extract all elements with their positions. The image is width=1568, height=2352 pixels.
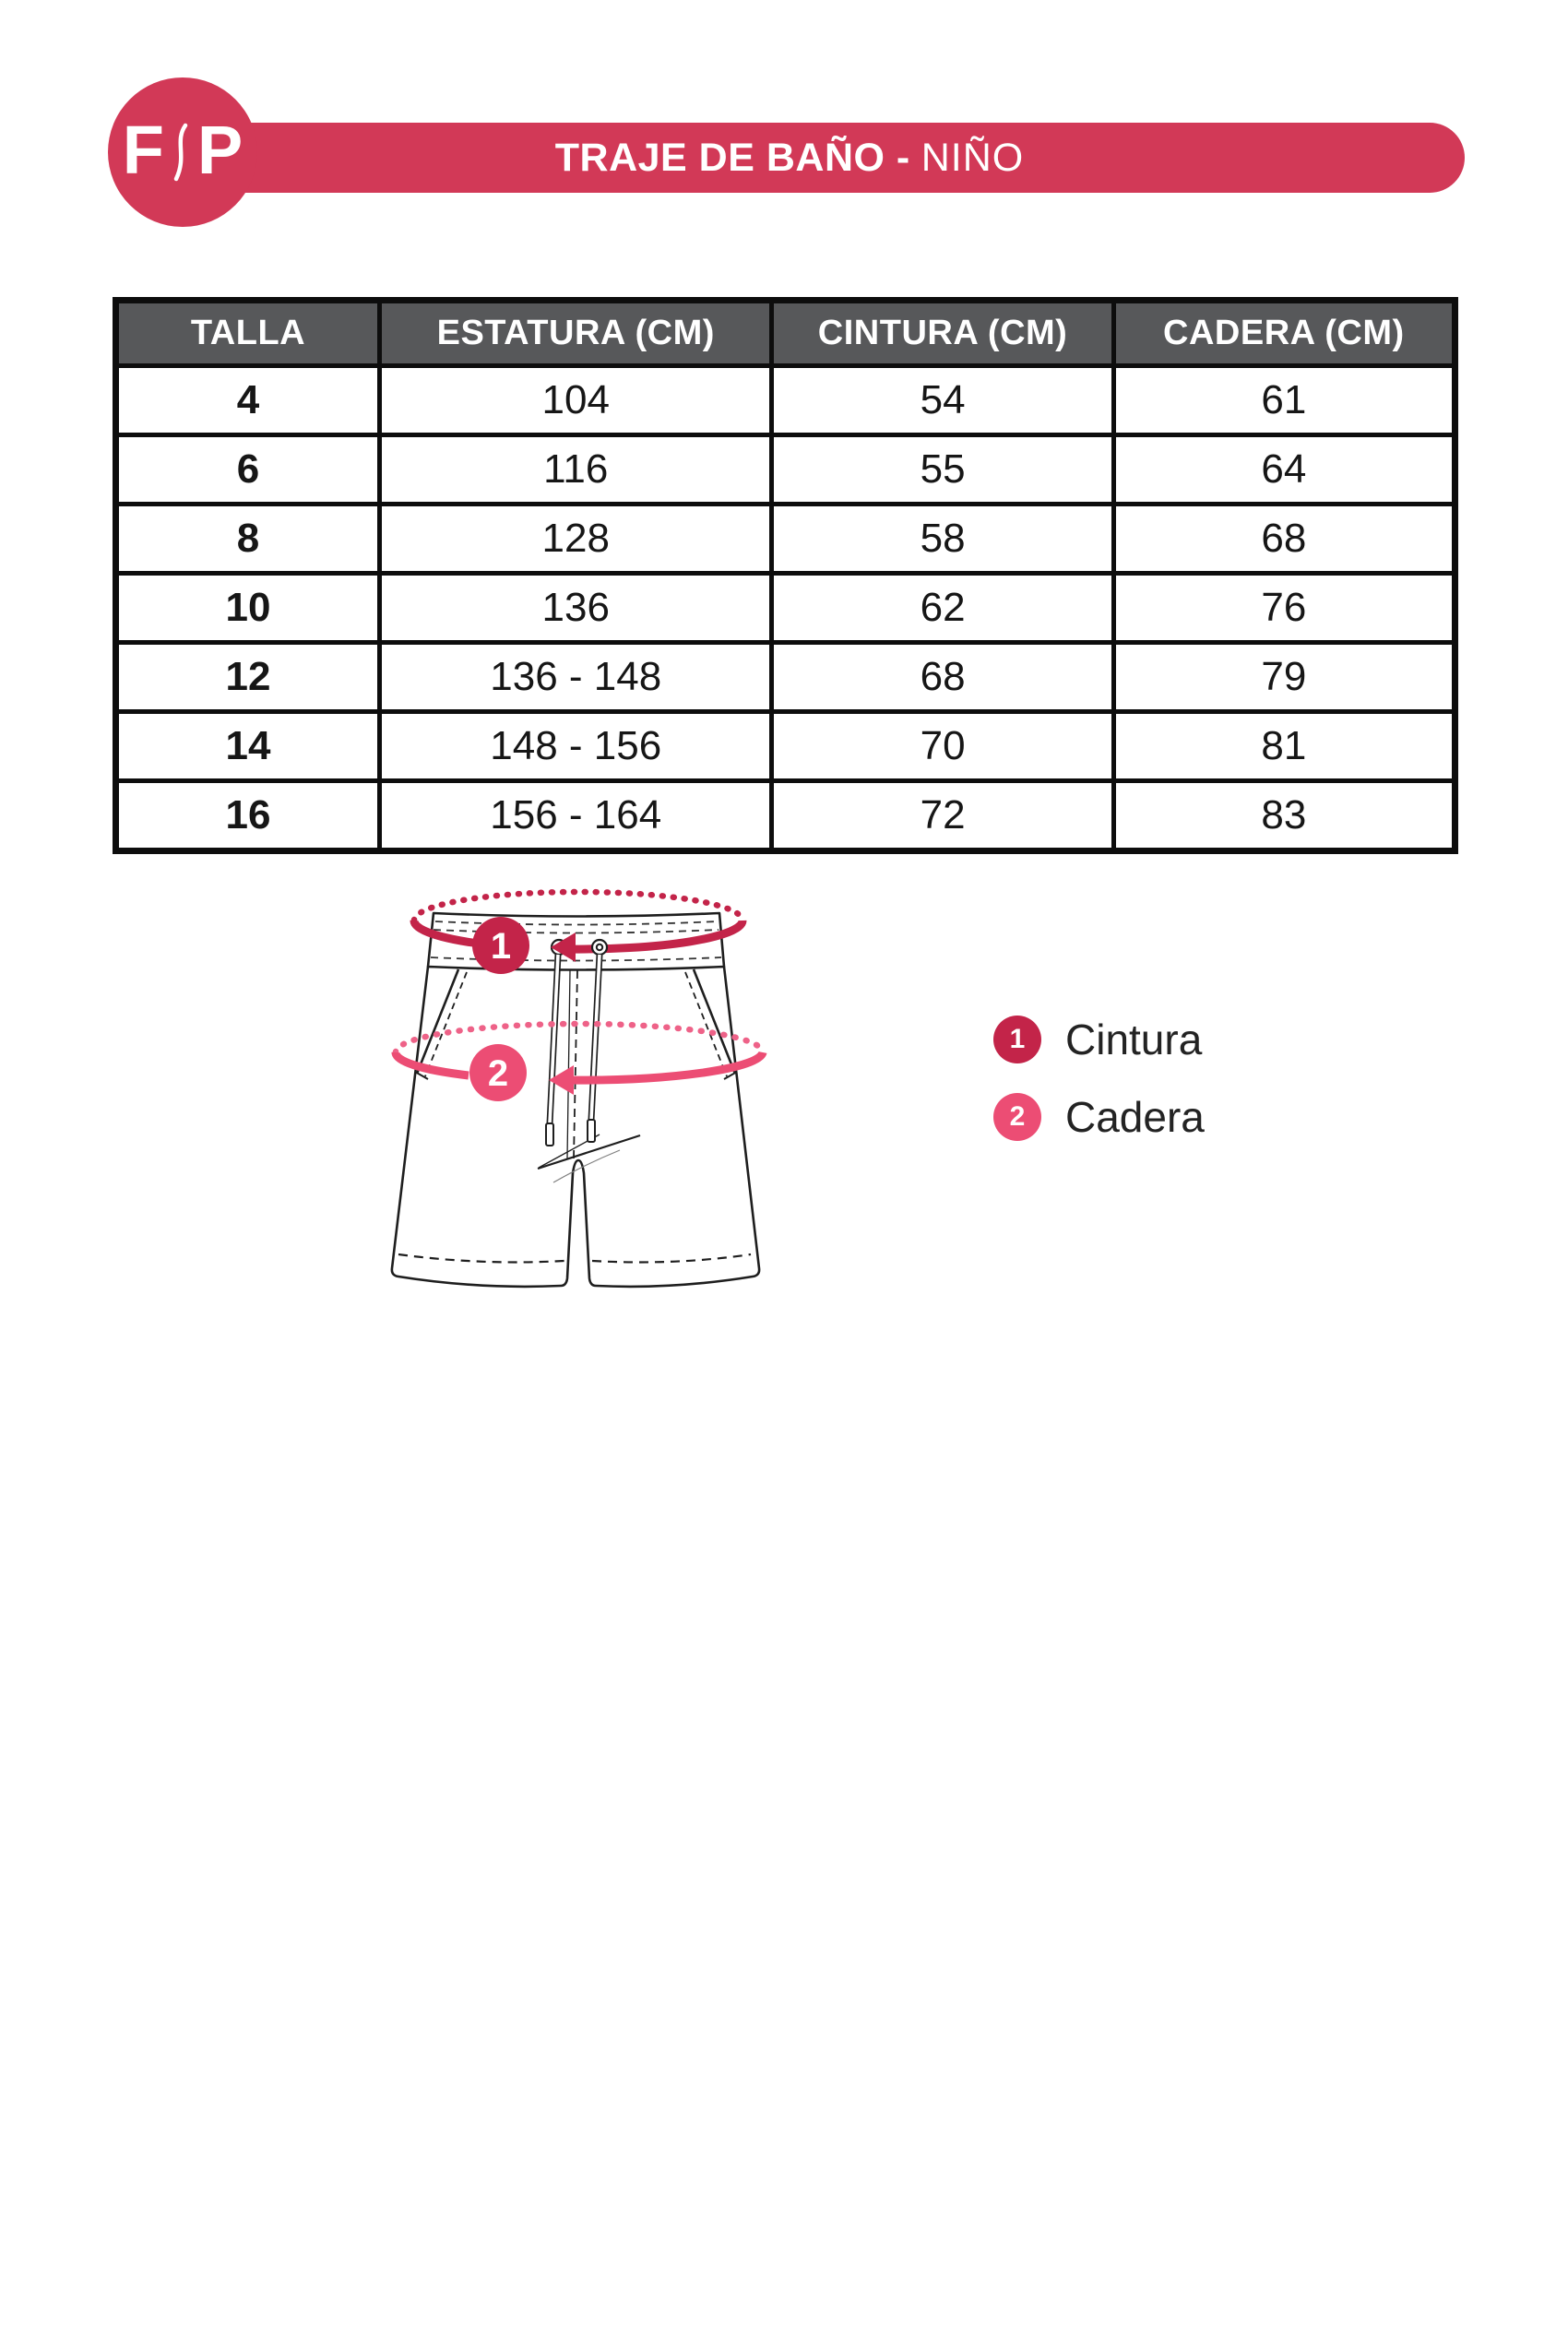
cell-cadera: 64 <box>1113 435 1455 505</box>
waist-marker <box>472 917 529 974</box>
cell-cintura: 54 <box>772 366 1113 435</box>
cell-estatura: 116 <box>380 435 772 505</box>
cell-talla: 12 <box>116 643 380 712</box>
cell-estatura: 148 - 156 <box>380 712 772 781</box>
cell-estatura: 136 - 148 <box>380 643 772 712</box>
page-title-regular: NIÑO <box>921 135 1025 180</box>
cell-cintura: 58 <box>772 505 1113 574</box>
table-row <box>116 366 1455 435</box>
column-header-cadera: CADERA (CM) <box>1113 301 1455 366</box>
legend <box>993 1016 1205 1170</box>
cell-estatura: 128 <box>380 505 772 574</box>
table-row <box>116 574 1455 643</box>
cell-talla: 8 <box>116 505 380 574</box>
table-row <box>116 435 1455 505</box>
legend-label-cintura: Cintura <box>1065 1016 1203 1063</box>
table-row <box>116 505 1455 574</box>
logo-letter-p: P <box>196 112 244 188</box>
waist-marker-number: 1 <box>490 926 512 967</box>
table-row <box>116 781 1455 851</box>
cell-talla: 4 <box>116 366 380 435</box>
cell-estatura: 156 - 164 <box>380 781 772 851</box>
legend-dot-2: 2 <box>993 1093 1041 1141</box>
cell-cadera: 83 <box>1113 781 1455 851</box>
logo-squiggle-icon <box>171 123 191 182</box>
cell-cadera: 68 <box>1113 505 1455 574</box>
brand-logo <box>108 77 257 227</box>
title-banner <box>225 123 1465 193</box>
hip-marker-number: 2 <box>487 1053 509 1094</box>
legend-dot-1: 1 <box>993 1016 1041 1063</box>
cell-talla: 14 <box>116 712 380 781</box>
legend-label-cadera: Cadera <box>1065 1093 1205 1141</box>
cell-talla: 10 <box>116 574 380 643</box>
table-row <box>116 643 1455 712</box>
page-title-bold: TRAJE DE BAÑO - <box>554 135 910 180</box>
page-title <box>554 135 1025 180</box>
cell-cintura: 72 <box>772 781 1113 851</box>
column-header-talla: TALLA <box>116 301 380 366</box>
cell-cadera: 79 <box>1113 643 1455 712</box>
shorts-illustration <box>392 913 759 1287</box>
column-header-estatura: ESTATURA (CM) <box>380 301 772 366</box>
logo-letter-f: F <box>122 112 164 188</box>
cell-estatura: 136 <box>380 574 772 643</box>
measurement-diagram <box>369 858 885 1328</box>
cell-cintura: 68 <box>772 643 1113 712</box>
size-table <box>113 297 1458 854</box>
size-table-header-row <box>116 301 1455 366</box>
cell-cadera: 76 <box>1113 574 1455 643</box>
cell-estatura: 104 <box>380 366 772 435</box>
cell-talla: 6 <box>116 435 380 505</box>
legend-item-cadera <box>993 1093 1205 1141</box>
cell-talla: 16 <box>116 781 380 851</box>
hip-marker <box>469 1044 527 1101</box>
legend-item-cintura <box>993 1016 1205 1063</box>
column-header-cintura: CINTURA (CM) <box>772 301 1113 366</box>
cell-cadera: 81 <box>1113 712 1455 781</box>
table-row <box>116 712 1455 781</box>
cell-cintura: 62 <box>772 574 1113 643</box>
cell-cintura: 55 <box>772 435 1113 505</box>
cell-cintura: 70 <box>772 712 1113 781</box>
cell-cadera: 61 <box>1113 366 1455 435</box>
